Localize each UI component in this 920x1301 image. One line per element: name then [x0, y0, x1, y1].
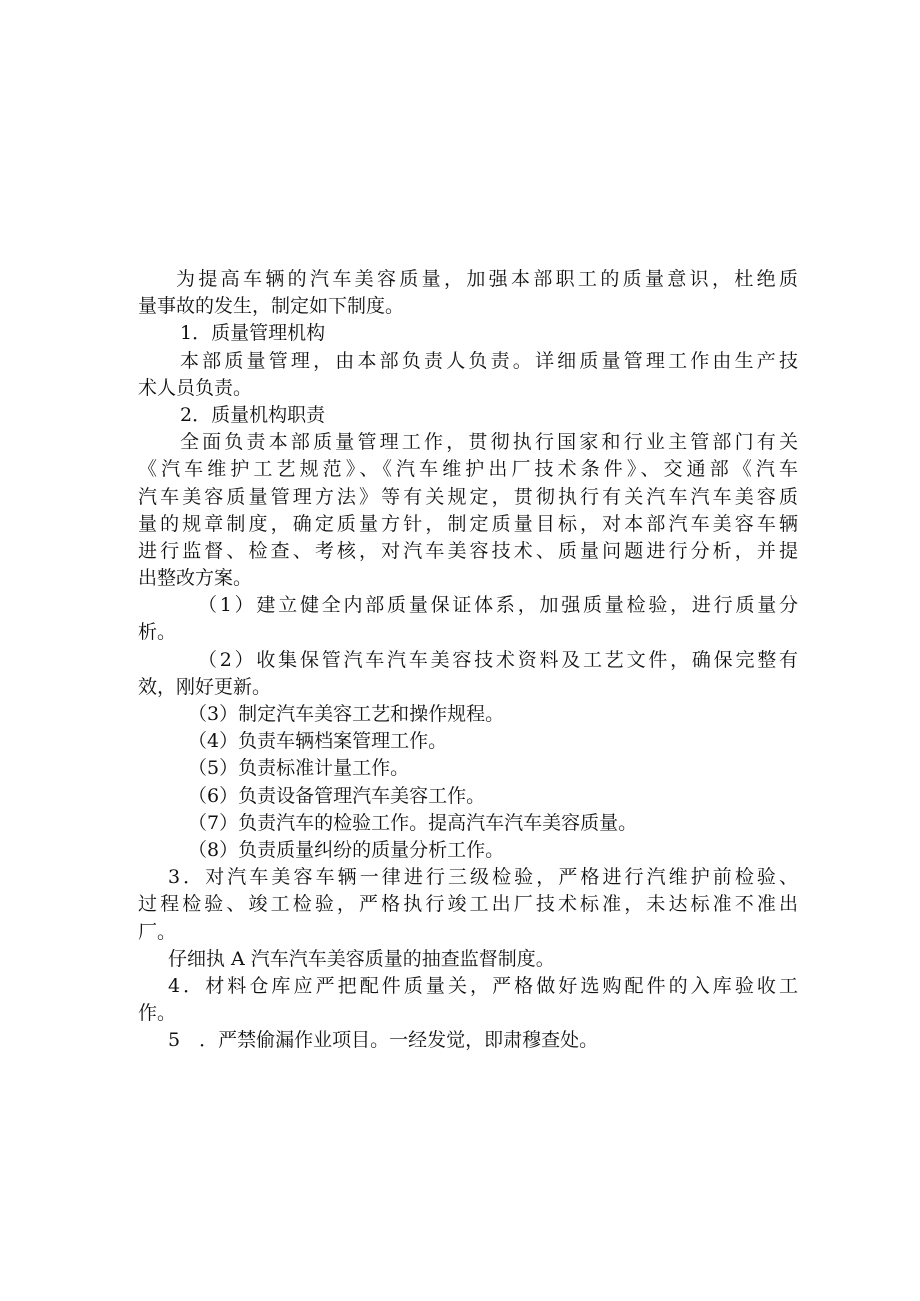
section-3-line-2: 过程检验、竣工检验，严格执行竣工出厂技术标准，未达标准不准出: [138, 893, 798, 916]
list-item-2-line-1: （2）收集保管汽车汽车美容技术资料及工艺文件，确保完整有: [198, 648, 798, 671]
section-heading-1: 1．质量管理机构: [180, 322, 326, 345]
section-3-line-4: 仔细执 A 汽车汽车美容质量的抽查监督制度。: [168, 947, 555, 970]
list-item-5: （5）负责标准计量工作。: [188, 757, 410, 780]
list-item-3: （3）制定汽车美容工艺和操作规程。: [188, 703, 505, 725]
paragraph-intro-line-2: 量事故的发生，制定如下制度。: [138, 295, 405, 318]
section-3-line-1: 3．对汽车美容车辆一律进行三级检验，严格进行汽维护前检验、: [168, 866, 798, 889]
section-2-line-6: 出整改方案。: [138, 567, 253, 590]
list-item-6: （6）负责设备管理汽车美容工作。: [188, 784, 486, 807]
list-item-4: （4）负责车辆档案管理工作。: [188, 730, 448, 753]
section-2-line-2: 《汽车维护工艺规范》、《汽车维护出厂技术条件》、交通部《汽车: [138, 458, 798, 481]
section-5-line-1: 5 ．严禁偷漏作业项目。一经发觉，即肃穆查处。: [168, 1029, 599, 1052]
list-item-8: （8）负责质量纠纷的质量分析工作。: [188, 838, 505, 861]
section-4-line-1: 4．材料仓库应严把配件质量关，严格做好选购配件的入库验收工: [168, 974, 798, 997]
section-2-line-1: 全面负责本部质量管理工作，贯彻执行国家和行业主管部门有关: [180, 431, 798, 454]
section-1-line-1: 本部质量管理，由本部负责人负责。详细质量管理工作由生产技: [180, 349, 798, 372]
list-item-2-line-2: 效，刚好更新。: [138, 675, 272, 698]
section-3-line-3: 厂。: [138, 920, 177, 943]
section-heading-2: 2．质量机构职责: [180, 403, 326, 426]
section-4-line-2: 作。: [138, 1002, 177, 1025]
section-2-line-4: 量的规章制度，确定质量方针，制定质量目标，对本部汽车美容车辆: [138, 512, 798, 535]
section-1-line-2: 术人员负责。: [138, 376, 253, 399]
section-2-line-3: 汽车美容质量管理方法》等有关规定，贯彻执行有关汽车汽车美容质: [138, 485, 798, 508]
section-2-line-5: 进行监督、检查、考核，对汽车美容技术、质量问题进行分析，并提: [138, 539, 798, 562]
list-item-1-line-2: 析。: [138, 621, 177, 644]
document-body: [138, 266, 798, 1054]
list-item-7: （7）负责汽车的检验工作。提高汽车汽车美容质量。: [188, 811, 638, 834]
list-item-1-line-1: （1）建立健全内部质量保证体系，加强质量检验，进行质量分: [198, 594, 798, 617]
paragraph-intro-line-1: 为提高车辆的汽车美容质量，加强本部职工的质量意识，杜绝质: [176, 268, 798, 290]
